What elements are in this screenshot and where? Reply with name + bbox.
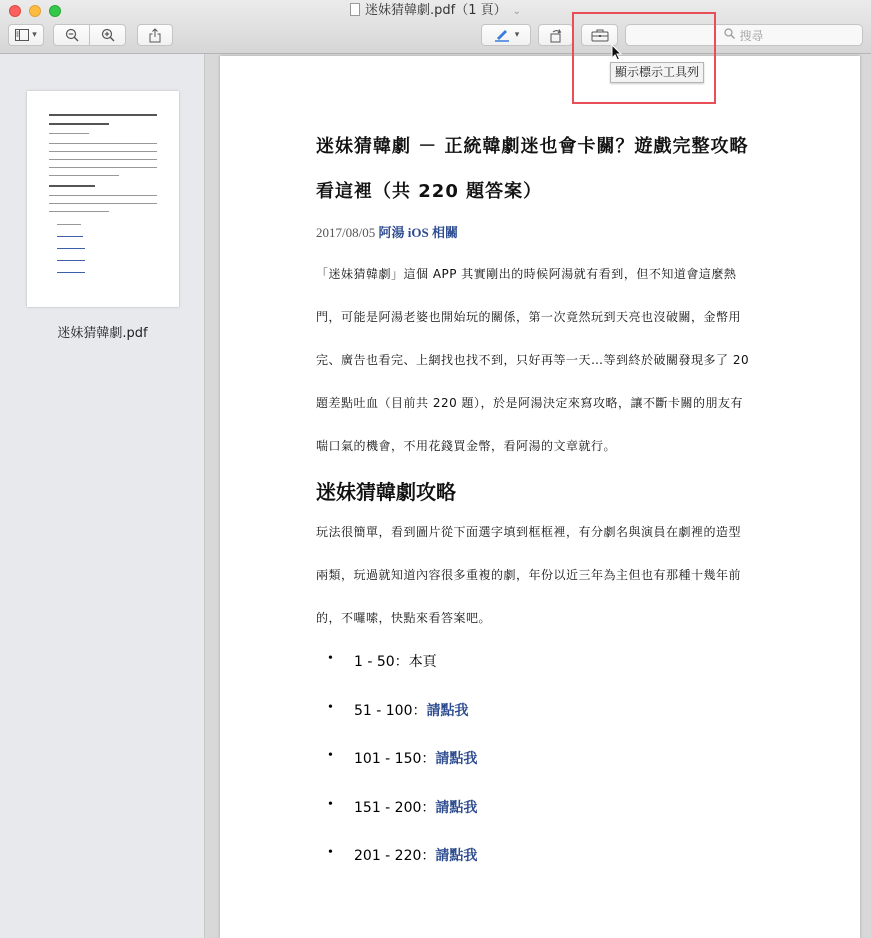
window-title[interactable] <box>0 2 871 21</box>
list-item-link[interactable]: 請點我 <box>435 800 478 816</box>
bullet: • <box>328 797 333 812</box>
range-text: 101 - 150： <box>354 751 436 767</box>
sidebar-toggle-icon <box>15 29 29 41</box>
paragraph-line: 的，不囉嗦，快點來看答案吧。 <box>316 611 492 625</box>
list-item-link[interactable]: 請點我 <box>435 848 478 864</box>
range-text: 201 - 220： <box>354 848 436 864</box>
bullet: • <box>328 700 333 715</box>
paragraph-line: 玩法很簡單，看到圖片從下面選字填到框框裡，有分劇名與演員在劇裡的造型 <box>316 525 742 539</box>
thumbnail-line <box>57 224 81 225</box>
thumbnail-line <box>49 159 157 160</box>
paragraph-line: 完、廣告也看完、上網找也找不到，只好再等一天…等到終於破關發現多了 20 <box>316 353 750 367</box>
tooltip: 顯示標示工具列 <box>610 62 704 83</box>
bullet: • <box>328 651 333 666</box>
thumbnail-line <box>49 185 95 187</box>
doc-date: 2017/08/05 <box>316 225 376 240</box>
paragraph-line: 兩類，玩過就知道內容很多重複的劇，年份以近三年為主但也有那種十幾年前 <box>316 568 742 582</box>
bullet: • <box>328 748 333 763</box>
page-thumbnail[interactable] <box>27 91 179 307</box>
paragraph-line: 門，可能是阿湯老婆也開始玩的關係，第一次竟然玩到天亮也沒破關，金幣用 <box>316 310 742 324</box>
zoom-out-button[interactable] <box>53 24 90 46</box>
thumbnail-line <box>49 195 157 196</box>
pdf-page <box>220 56 860 938</box>
doc-meta <box>316 222 458 241</box>
zoom-in-icon <box>101 28 115 42</box>
markup-pen-icon <box>493 28 511 42</box>
thumbnail-line <box>49 203 157 204</box>
thumbnail-line <box>49 151 157 152</box>
rotate-button[interactable] <box>538 24 573 46</box>
list-item-link[interactable]: 請點我 <box>426 703 469 719</box>
chevron-down-icon: ▾ <box>32 30 37 40</box>
window-title-text: 迷妹猜韓劇.pdf（1 頁） <box>364 3 507 18</box>
bullet: • <box>328 845 333 860</box>
thumbnail-line <box>57 236 83 237</box>
thumbnail-line <box>57 272 85 273</box>
thumbnail-line <box>49 114 157 116</box>
paragraph-line: 喘口氣的機會，不用花錢買金幣，看阿湯的文章就行。 <box>316 439 617 453</box>
search-icon <box>724 28 739 42</box>
section-heading: 迷妹猜韓劇攻略 <box>316 480 456 504</box>
share-icon <box>149 28 161 43</box>
doc-title-line1: 迷妹猜韓劇 － 正統韓劇迷也會卡關？遊戲完整攻略 <box>316 136 749 157</box>
thumbnail-label: 迷妹猜韓劇.pdf <box>57 326 148 341</box>
markup-button[interactable] <box>481 24 531 46</box>
range-text: 51 - 100： <box>354 703 427 719</box>
search-placeholder: 搜尋 <box>739 28 764 43</box>
thumbnail-line <box>49 123 109 125</box>
rotate-icon <box>548 28 563 43</box>
pdf-document-icon <box>350 3 360 16</box>
thumbnail-line <box>49 211 109 212</box>
title-bar <box>0 0 871 54</box>
sidebar-view-button[interactable] <box>8 24 44 46</box>
document-view[interactable] <box>205 54 871 938</box>
doc-title-line2: 看這裡（共 220 題答案） <box>316 181 543 202</box>
share-button[interactable] <box>137 24 173 46</box>
thumbnail-line <box>49 133 89 134</box>
doc-meta-links[interactable]: 阿湯 iOS 相關 <box>378 225 458 240</box>
zoom-in-button[interactable] <box>89 24 126 46</box>
chevron-down-icon: ▾ <box>514 30 520 40</box>
thumbnail-line <box>57 248 85 249</box>
thumbnail-line <box>49 175 119 176</box>
range-text: 151 - 200： <box>354 800 436 816</box>
list-item-link[interactable]: 請點我 <box>435 751 478 767</box>
thumbnail-line <box>57 260 85 261</box>
range-text: 1 - 50： <box>354 654 409 670</box>
highlight-annotation-box <box>572 12 716 104</box>
list-item-label: 本頁 <box>408 654 437 670</box>
paragraph-line: 「迷妹猜韓劇」這個 APP 其實剛出的時候阿湯就有看到，但不知道會這麼熱 <box>316 267 737 281</box>
thumbnail-line <box>49 143 157 144</box>
thumbnail-sidebar <box>0 54 205 938</box>
paragraph-line: 題差點吐血（目前共 220 題），於是阿湯決定來寫攻略，讓不斷卡關的朋友有 <box>316 396 744 410</box>
thumbnail-line <box>49 167 157 168</box>
mouse-pointer-icon <box>611 44 622 65</box>
chevron-down-icon: ⌄ <box>512 6 521 17</box>
zoom-out-icon <box>65 28 79 42</box>
